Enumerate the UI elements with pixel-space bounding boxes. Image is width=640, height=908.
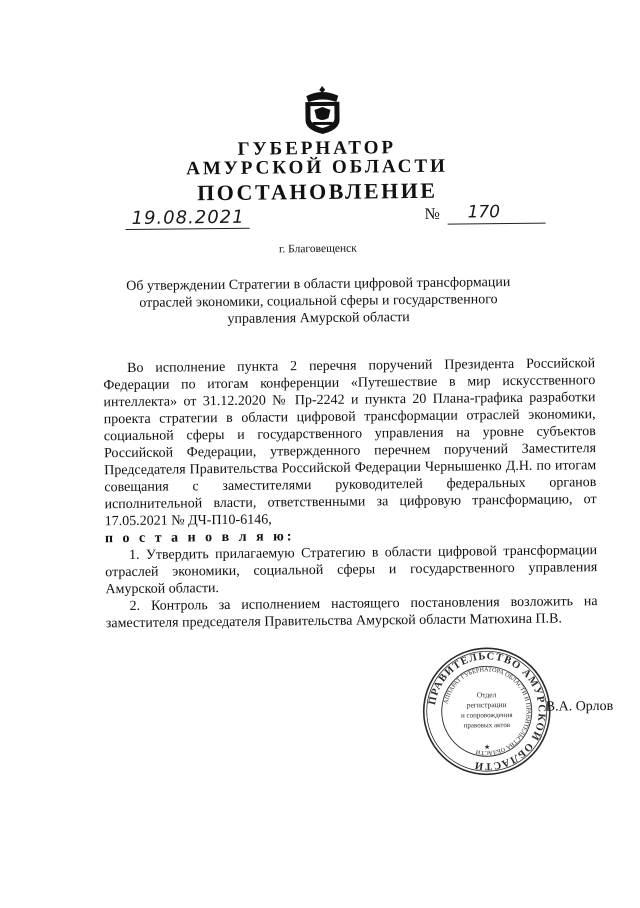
document-subject: Об утверждении Стратегии в области цифровой трансформации отраслей экономики, социальной сферы и государственного управления Амурской области: [126, 274, 511, 327]
region-title: АМУРСКОЙ ОБЛАСТИ: [186, 155, 449, 180]
seal-center-line-2: регистрации: [466, 700, 507, 710]
document-type-title: ПОСТАНОВЛЕНИЕ: [196, 177, 438, 206]
resolve-word: п о с т а н о в л я ю:: [104, 529, 295, 547]
preamble-paragraph: Во исполнение пункта 2 перечня поручений Президента Российской Федерации по итогам конференции «Путешествие в мир искусственного интеллекта» от 31.12.2020 № Пр-2242 и пункта 20 Плана-графика разработки проекта стратегии в области цифровой трансформации отраслей экономики, социальной сферы и государственного управления на уровне субъектов Российской Федерации, утвержденного перечнем поручений Заместителя Председателя Правительства Российской Федерации Чернышенко Д.Н. по итогам совещания с заместителями руководителей федеральных органов исполнительной власти, ответственными за цифровую трансформацию, от 17.05.2021 № ДЧ-П10-6146,: [103, 356, 597, 530]
number-label: №: [424, 205, 440, 223]
seal-center-line-1: Отдел: [476, 690, 497, 700]
seal-star-icon: ★: [483, 743, 491, 752]
item-1-paragraph: 1. Утвердить прилагаемую Стратегию в области цифровой трансформации отраслей экономики, социальной сферы и государственного управления Амурской области.: [105, 543, 598, 598]
document-date: 19.08.2021: [131, 206, 245, 229]
document-number: 170: [467, 202, 501, 223]
signatory-name: В.А. Орлов: [545, 698, 614, 715]
document-body: [103, 355, 598, 632]
seal-center-line-4: правовых актов: [463, 721, 511, 730]
number-underline: [448, 223, 546, 225]
official-seal-stamp: [420, 645, 553, 778]
city-name: г. Благовещенск: [278, 242, 357, 256]
governor-title: ГУБЕРНАТОР: [237, 137, 397, 160]
seal-center-line-3: и сопровождения: [460, 710, 513, 720]
seal-inner-text: АППАРАТ ГУБЕРНАТОРА ОБЛАСТИ И ПРАВИТЕЛЬСТВА ОБЛАСТИ: [442, 666, 532, 757]
date-underline: [126, 228, 250, 230]
item-2-paragraph: 2. Контроль за исполнением настоящего постановления возложить на заместителя председателя Правительства Амурской области Матюхина П.В.: [105, 594, 598, 632]
coat-of-arms-emblem: [300, 84, 345, 136]
seal-outer-text: ПРАВИТЕЛЬСТВО АМУРСКОЙ ОБЛАСТИ: [427, 651, 547, 772]
